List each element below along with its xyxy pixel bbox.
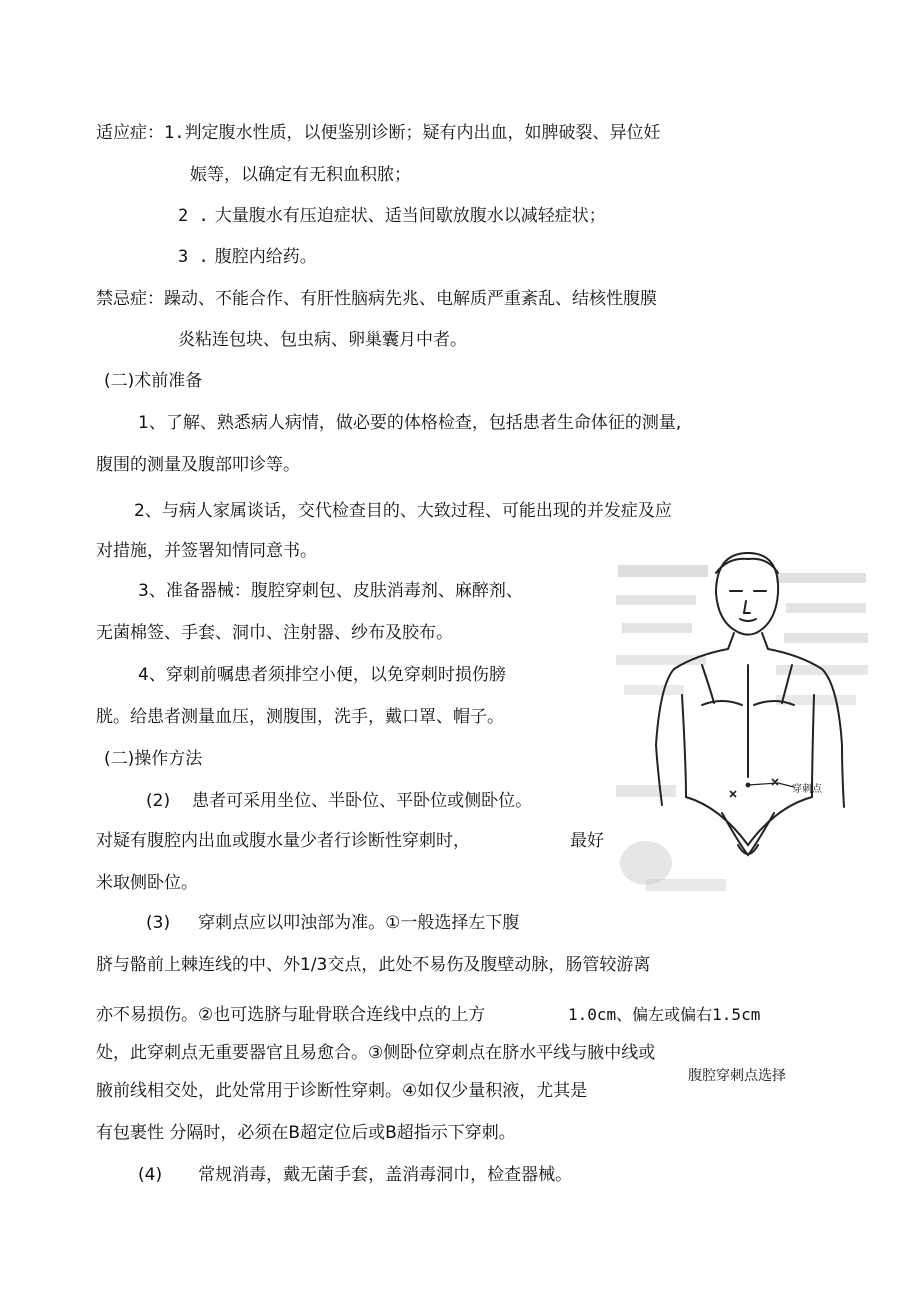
indications-item3-text: 腹腔内给药。 [214, 247, 317, 267]
indications-item1-text: 判定腹水性质，以便鉴别诊断；疑有内出血，如脾破裂、异位妊 [184, 123, 661, 143]
contraindications-label: 禁忌症： [96, 289, 164, 309]
method-step-3-line-5: 腋前线相交处，此处常用于诊断性穿刺。④如仅少量积液，尤其是 [96, 1081, 588, 1101]
puncture-site-figure [616, 545, 868, 903]
prep-paragraph-3-line-1: 3、准备器械：腹腔穿刺包、皮肤消毒剂、麻醉剂、 [138, 581, 523, 601]
method-step-3-line-1 [146, 912, 519, 934]
indications-item3 [178, 246, 317, 268]
method-step-2-line-3: 米取侧卧位。 [96, 873, 198, 893]
body-outline-illustration [616, 545, 868, 903]
method-step-2-number: (2) [146, 791, 171, 811]
method-step-2-line-2: 对疑有腹腔内出血或腹水量少者行诊断性穿刺时， [96, 831, 470, 851]
indications-item2-number: 2 . [178, 206, 209, 226]
indications-item2 [178, 205, 606, 227]
prep-paragraph-2-line-1: 2、与病人家属谈话，交代检查目的、大致过程、可能出现的并发症及应 [134, 501, 672, 521]
method-step-3-line-3: 亦不易损伤。②也可选脐与耻骨联合连线中点的上方 [96, 1005, 486, 1025]
method-step-3-text: 穿刺点应以叩浊部为准。①一般选择左下腹 [198, 913, 520, 933]
method-step-3-line-4: 处，此穿刺点无重要器官且易愈合。③侧卧位穿刺点在脐水平线与腋中线或 [96, 1043, 656, 1063]
faded-background [616, 565, 868, 891]
indications-item1-number: 1. [164, 123, 185, 143]
prep-paragraph-3-line-2: 无菌棉签、手套、洞巾、注射器、纱布及胶布。 [96, 623, 453, 643]
contraindications-text: 躁动、不能合作、有肝性脑病先兆、电解质严重紊乱、结核性腹膜 [164, 289, 657, 309]
prep-paragraph-4-line-1: 4、穿刺前嘱患者须排空小便，以免穿刺时损伤膀 [138, 665, 506, 685]
method-step-4 [138, 1164, 572, 1186]
contraindications-line-1 [96, 288, 657, 310]
section-heading-preparation: (二)术前准备 [104, 371, 203, 391]
prep-paragraph-1-line-2: 腹围的测量及腹部叩诊等。 [96, 455, 300, 475]
section-heading-method: (二)操作方法 [104, 749, 203, 769]
prep-paragraph-1-line-1: 1、了解、熟悉病人病情，做必要的体格检查，包括患者生命体征的测量, [138, 413, 682, 433]
method-step-3-line-3-measure: 1.0cm、偏左或偏右1.5cm [568, 1005, 761, 1024]
method-step-3-line-2: 脐与骼前上棘连线的中、外1/3交点，此处不易伤及腹壁动脉，肠管较游离 [96, 955, 651, 975]
method-step-2-line-2-end: 最好 [570, 831, 604, 851]
indications-label: 适应症： [96, 123, 164, 143]
method-step-2-text: 患者可采用坐位、半卧位、平卧位或侧卧位。 [192, 791, 533, 811]
indications-item2-text: 大量腹水有压迫症状、适当间歇放腹水以减轻症状； [214, 206, 606, 226]
method-step-4-number: (4) [138, 1165, 163, 1185]
prep-paragraph-4-line-2: 胱。给患者测量血压，测腹围，洗手，戴口罩、帽子。 [96, 707, 504, 727]
indications-line-1 [96, 122, 660, 144]
method-step-3-line-6: 有包裹性 分隔时，必须在B超定位后或B超指示下穿刺。 [96, 1123, 516, 1143]
prep-paragraph-2-line-2: 对措施，并签署知情同意书。 [96, 541, 317, 561]
indications-item3-number: 3 . [178, 247, 209, 267]
puncture-point-label: 穿刺点 [792, 784, 822, 795]
indications-item1-continued: 娠等，以确定有无积血积脓； [190, 165, 411, 185]
method-step-2-line-1 [146, 790, 532, 812]
method-step-3-number: (3) [146, 913, 171, 933]
contraindications-line-2: 炎粘连包块、包虫病、卵巢囊月中者。 [178, 330, 467, 350]
method-step-4-text: 常规消毒，戴无菌手套，盖消毒洞巾，检查器械。 [198, 1165, 573, 1185]
figure-caption: 腹腔穿刺点选择 [688, 1068, 786, 1084]
puncture-point-marker [730, 779, 794, 797]
